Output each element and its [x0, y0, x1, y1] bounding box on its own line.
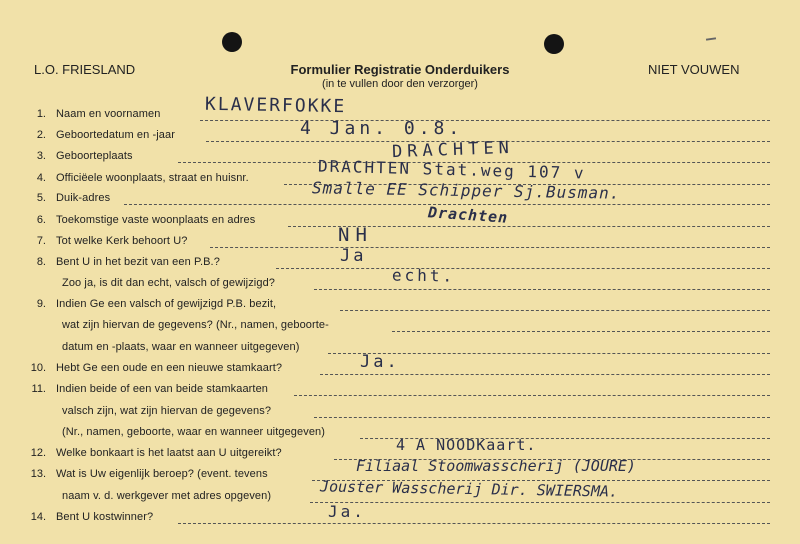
row-number: 4. [36, 172, 46, 184]
answer-bonkaart: 4 A NOODKaart. [396, 436, 537, 454]
answer-hiding-address: Smalle EE Schipper Sj.Busman. [311, 178, 621, 203]
row-label: wat zijn hiervan de gegevens? (Nr., namen, geboorte- [62, 319, 329, 331]
row-label: Duik-adres [56, 192, 111, 204]
fill-line [320, 374, 770, 375]
answer-stamkaart: Ja. [360, 352, 400, 372]
row-11b [0, 402, 800, 422]
row-number: 14. [30, 511, 46, 523]
form-subtitle: (in te vullen door den verzorger) [322, 78, 478, 90]
answer-hiding-address-cont: Drachten [427, 203, 509, 227]
row-7 [0, 232, 800, 252]
row-11 [0, 380, 800, 400]
header-do-not-fold: NIET VOUWEN [648, 62, 740, 77]
answer-residence: DRACHTEN Stat.weg 107 v [317, 156, 586, 183]
row-label: Officiëele woonplaats, straat en huisnr. [56, 172, 249, 184]
row-label: Naam en voornamen [56, 108, 161, 120]
answer-occupation-2: Jouster Wasscherij Dir. SWIERSMA. [319, 477, 619, 501]
row-label: Bent U kostwinner? [56, 511, 154, 523]
row-6 [0, 211, 800, 231]
row-number: 2. [36, 129, 46, 141]
row-label: Toekomstige vaste woonplaats en adres [56, 214, 256, 226]
row-number: 7. [36, 235, 46, 247]
form-title: Formulier Registratie Onderduikers [290, 62, 510, 77]
row-9 [0, 295, 800, 315]
punch-hole-left [222, 32, 242, 52]
row-label: (Nr., namen, geboorte, waar en wanneer uitgegeven) [62, 426, 326, 438]
row-label: Indien Ge een valsch of gewijzigd P.B. bezit, [56, 298, 277, 310]
fill-line [314, 417, 770, 418]
row-14 [0, 508, 800, 528]
answer-church: NH [338, 224, 373, 246]
row-9c [0, 338, 800, 358]
fill-line [200, 120, 770, 121]
fill-line [210, 247, 770, 248]
row-number: 5. [36, 192, 46, 204]
row-number: 8. [36, 256, 46, 268]
fill-line [294, 395, 770, 396]
answer-birthdate: 4 Jan. 0.8. [300, 118, 464, 139]
fill-line [310, 502, 770, 503]
answer-birthplace: DRACHTEN [391, 137, 515, 163]
answer-name: KLAVERFOKKE [204, 93, 347, 118]
header-organisation: L.O. FRIESLAND [34, 62, 136, 77]
answer-breadwinner: Ja. [328, 502, 366, 521]
row-label: valsch zijn, wat zijn hiervan de gegevens? [62, 405, 272, 417]
row-label: Indien beide of een van beide stamkaarten [56, 383, 269, 395]
fill-line [276, 268, 770, 269]
row-label: naam v. d. werkgever met adres opgeven) [62, 490, 272, 502]
row-number: 3. [36, 150, 46, 162]
punch-hole-right [544, 34, 564, 54]
answer-pb-type: echt. [391, 265, 456, 286]
row-label: datum en -plaats, waar en wanneer uitgegeven) [62, 341, 300, 353]
row-label: Welke bonkaart is het laatst aan U uitgereikt? [56, 447, 282, 459]
row-number: 10. [30, 362, 46, 374]
row-9b [0, 316, 800, 336]
row-label: Zoo ja, is dit dan echt, valsch of gewijzigd? [62, 277, 276, 289]
fill-line [314, 289, 770, 290]
fill-line [178, 523, 770, 524]
row-number: 1. [36, 108, 46, 120]
answer-pb: Ja [340, 246, 367, 266]
row-number: 6. [36, 214, 46, 226]
row-label: Geboorteplaats [56, 150, 133, 162]
pencil-mark [706, 37, 716, 40]
row-number: 12. [30, 447, 46, 459]
row-number: 13. [30, 468, 46, 480]
answer-occupation-1: Filiaal Stoomwasscherij (JOURE) [356, 457, 636, 475]
fill-line [392, 331, 770, 332]
row-label: Geboortedatum en -jaar [56, 129, 175, 141]
fill-line [340, 310, 770, 311]
row-number: 11. [31, 383, 46, 395]
row-label: Wat is Uw eigenlijk beroep? (event. tevens [56, 468, 268, 480]
row-10 [0, 359, 800, 379]
row-label: Tot welke Kerk behoort U? [56, 235, 188, 247]
row-number: 9. [36, 298, 46, 310]
row-label: Hebt Ge een oude en een nieuwe stamkaart? [56, 362, 283, 374]
row-label: Bent U in het bezit van een P.B.? [56, 256, 220, 268]
